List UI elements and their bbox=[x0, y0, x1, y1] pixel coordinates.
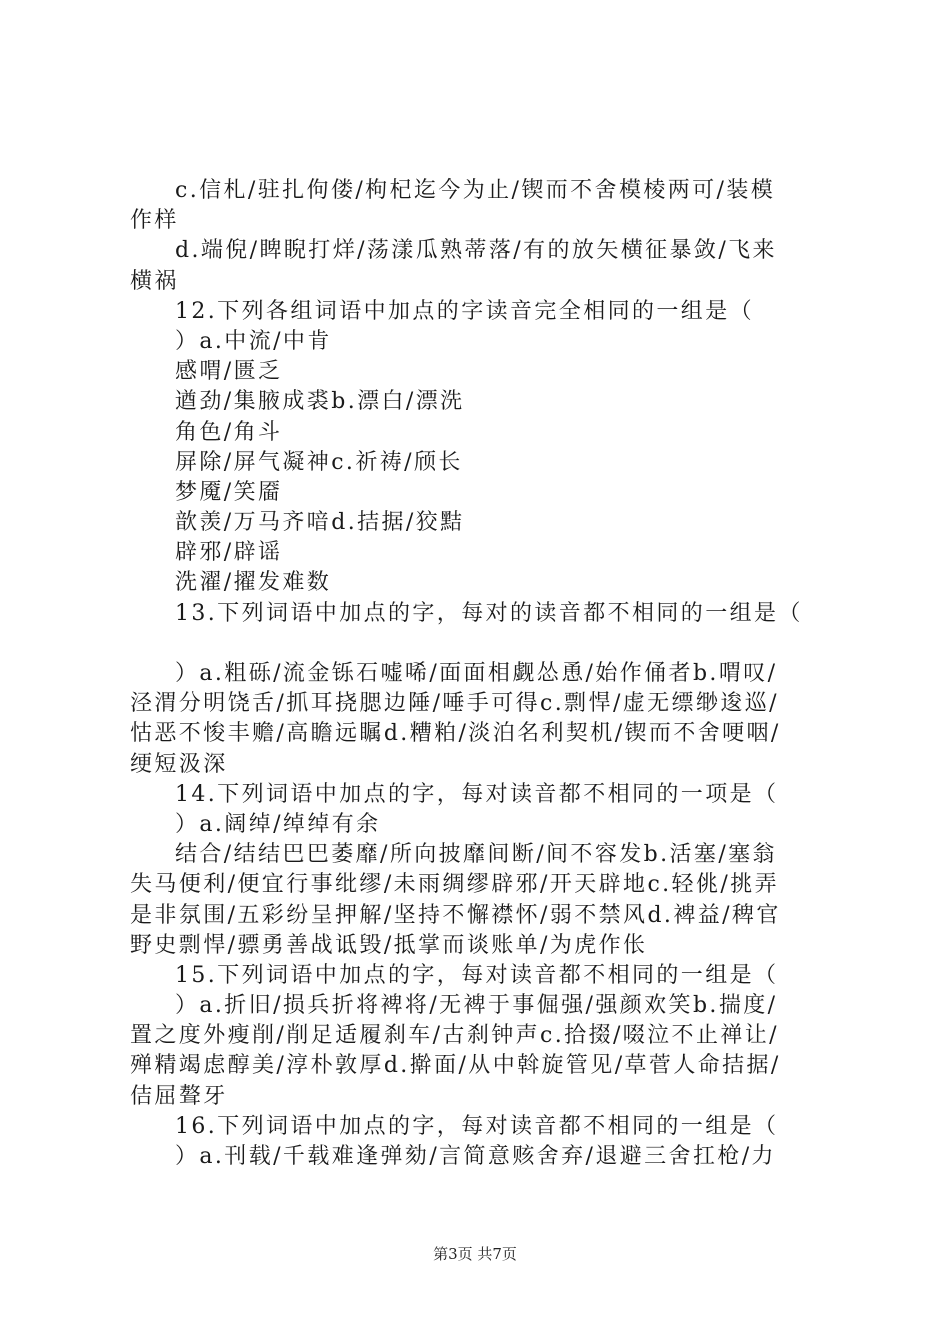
text-line: 是非氛围/五彩纷呈押解/坚持不懈襟怀/弱不禁风d.裨益/稗官 bbox=[130, 902, 781, 928]
text-line: 遒劲/集腋成裘b.漂白/漂洗 bbox=[175, 389, 465, 415]
text-line: 野史剽悍/骠勇善战诋毁/抵掌而谈账单/为虎作伥 bbox=[130, 932, 648, 958]
text-line: 歆羡/万马齐喑d.拮据/狡黠 bbox=[175, 510, 465, 536]
text-line: 辟邪/辟谣 bbox=[175, 540, 283, 566]
text-line: 泾渭分明饶舌/抓耳挠腮边陲/唾手可得c.剽悍/虚无缥缈逡巡/ bbox=[130, 691, 779, 717]
question-13-stem: 13.下列词语中加点的字，每对的读音都不相同的一组是（ bbox=[175, 600, 803, 626]
document-body bbox=[130, 176, 830, 1172]
question-12-stem: 12.下列各组词语中加点的字读音完全相同的一组是（ bbox=[175, 298, 754, 324]
text-line: 横祸 bbox=[130, 268, 179, 294]
text-line: 置之度外瘦削/削足适履刹车/古刹钟声c.拾掇/啜泣不止禅让/ bbox=[130, 1023, 779, 1049]
question-16-stem: 16.下列词语中加点的字，每对读音都不相同的一组是（ bbox=[175, 1113, 779, 1139]
text-line: 作样 bbox=[130, 208, 179, 234]
text-line: ）a.刊载/千载难逢弹劾/言简意赅舍弃/退避三舍扛枪/力 bbox=[175, 1144, 776, 1169]
text-line: 洗濯/擢发难数 bbox=[175, 570, 332, 596]
text-line: 佶屈聱牙 bbox=[130, 1083, 228, 1109]
text-line: 结合/结结巴巴萎靡/所向披靡间断/间不容发b.活塞/塞翁 bbox=[175, 842, 777, 868]
blank-line bbox=[130, 629, 830, 659]
question-14-stem: 14.下列词语中加点的字，每对读音都不相同的一项是（ bbox=[175, 781, 779, 807]
text-line: 角色/角斗 bbox=[175, 419, 283, 445]
text-line: ）a.中流/中肯 bbox=[175, 328, 332, 354]
text-line: 梦魇/笑靥 bbox=[175, 479, 283, 505]
text-line: 感喟/匮乏 bbox=[175, 359, 283, 385]
text-line: 绠短汲深 bbox=[130, 751, 228, 777]
text-line: 怙恶不悛丰赡/高瞻远瞩d.糟粕/淡泊名利契机/锲而不舍哽咽/ bbox=[130, 721, 781, 747]
text-line: 失马便利/便宜行事纰缪/未雨绸缪辟邪/开天辟地c.轻佻/挑弄 bbox=[130, 872, 779, 898]
page-footer: 第3页 共7页 bbox=[433, 1245, 517, 1263]
question-15-stem: 15.下列词语中加点的字，每对读音都不相同的一组是（ bbox=[175, 962, 779, 988]
text-line: ）a.粗砾/流金铄石嘘唏/面面相觑怂恿/始作俑者b.喟叹/ bbox=[175, 661, 778, 686]
text-line: ）a.折旧/损兵折将裨将/无裨于事倔强/强颜欢笑b.揣度/ bbox=[175, 993, 778, 1019]
text-line: d.端倪/睥睨打烊/荡漾瓜熟蒂落/有的放矢横征暴敛/飞来 bbox=[175, 238, 777, 264]
text-line: 屏除/屏气凝神c.祈祷/颀长 bbox=[175, 449, 463, 475]
text-line: c.信札/驻扎佝偻/枸杞迄今为止/锲而不舍模棱两可/装模 bbox=[175, 178, 776, 203]
text-line: 殚精竭虑醇美/淳朴敦厚d.擀面/从中斡旋管见/草菅人命拮据/ bbox=[130, 1053, 781, 1079]
text-line: ）a.阔绰/绰绰有余 bbox=[175, 811, 381, 837]
